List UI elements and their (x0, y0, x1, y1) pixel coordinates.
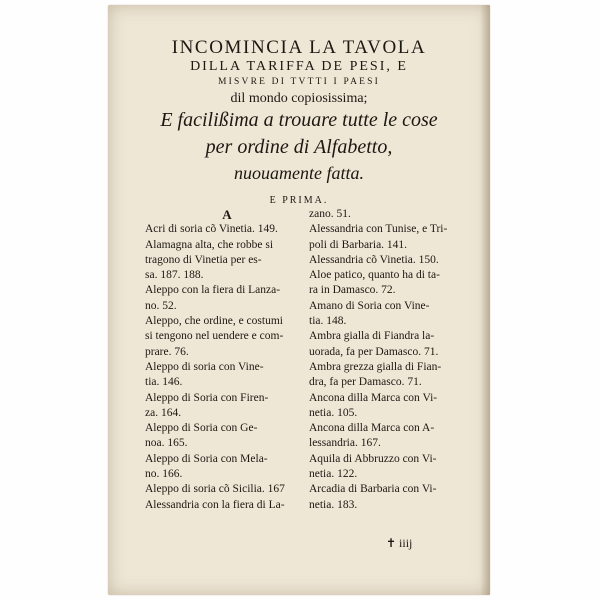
index-line: Alessandria con la fiera di La- (145, 498, 285, 511)
title-line-3: MISVRE DI TVTTI I PAESI (218, 77, 380, 87)
index-line: tia. 148. (309, 315, 347, 328)
index-line: Arcadia di Barbaria con Vi- (309, 483, 437, 496)
index-line: poli di Barbaria. 141. (309, 238, 408, 251)
title-line-7: nuouamente fatta. (234, 163, 364, 183)
title-line-6: per ordine di Alfabetto, (205, 136, 393, 158)
index-line: Aleppo di Soria con Mela- (145, 452, 268, 465)
index-line: Aleppo, che ordine, e costumi (145, 315, 283, 328)
index-line: ra in Damasco. 72. (309, 284, 396, 297)
index-line: netia. 183. (309, 498, 358, 511)
index-line: Aloe patico, quanto ha di ta- (309, 269, 440, 282)
title-line-2: DILLA TARIFFA DE PESI, E (190, 59, 408, 74)
index-line: netia. 105. (309, 406, 358, 419)
index-line: Ancona dilla Marca con Vi- (309, 391, 438, 404)
index-line: lessandria. 167. (309, 437, 381, 450)
index-line: Alamagna alta, che robbe si (145, 238, 274, 251)
index-line: tragono di Vinetia per es- (145, 253, 262, 266)
index-line: Aleppo con la fiera di Lanza- (145, 284, 281, 297)
title-line-5: E facilißima a trouare tutte le cose (160, 109, 438, 131)
index-line: uorada, fa per Damasco. 71. (309, 345, 439, 358)
index-line: Aquila di Abbruzzo con Vi- (309, 452, 437, 465)
index-line: dra, fa per Damasco. 71. (309, 376, 422, 389)
index-line: tia. 146. (145, 376, 183, 389)
signature-mark: ✝ iiij (386, 536, 413, 550)
index-line: Ancona dilla Marca con A- (309, 422, 435, 435)
book-page (108, 5, 490, 595)
index-line: Aleppo di Soria con Ge- (145, 422, 258, 435)
title-line-4: dil mondo copiosissima; (230, 91, 368, 106)
index-line: Alessandria cõ Vinetia. 150. (309, 253, 439, 266)
index-line: Aleppo di soria con Vine- (145, 360, 264, 373)
index-column-left (145, 207, 309, 513)
index-line: sa. 187. 188. (145, 269, 204, 282)
index-line: zano. 51. (309, 208, 351, 220)
index-line: za. 164. (145, 406, 182, 419)
index-line: Ambra grezza gialla di Fian- (309, 360, 442, 373)
index-line: noa. 165. (145, 437, 188, 450)
index-column-right (309, 207, 467, 513)
index-line: A (222, 207, 232, 222)
section-heading: E PRIMA. (269, 195, 329, 206)
index-line: si tengono nel uendere e com- (145, 330, 284, 343)
index-line: no. 166. (145, 468, 183, 481)
index-line: Aleppo di soria cõ Sicilia. 167 (145, 483, 285, 496)
index-line: Aleppo di Soria con Firen- (145, 391, 269, 404)
index-line: no. 52. (145, 299, 177, 312)
title-line-1: INCOMINCIA LA TAVOLA (171, 37, 427, 58)
index-line: Alessandria con Tunise, e Tri- (309, 223, 448, 236)
index-line: Amano di Soria con Vine- (309, 299, 430, 312)
index-line: prare. 76. (145, 345, 189, 358)
index-line: Acri di soria cõ Vinetia. 149. (145, 223, 278, 236)
index-line: netia. 122. (309, 468, 358, 481)
index-line: Ambra gialla di Fiandra la- (309, 330, 435, 343)
